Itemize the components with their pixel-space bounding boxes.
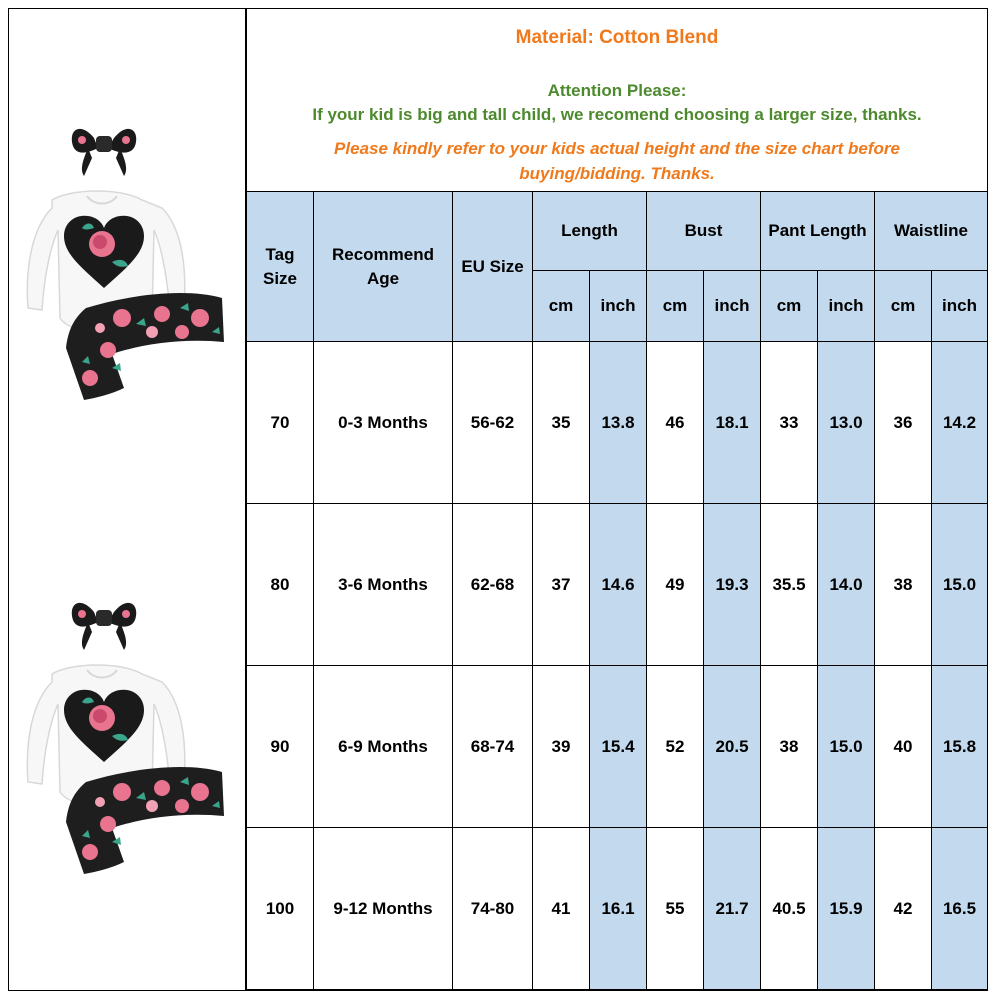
cell-waist-inch: 15.0 [932, 504, 988, 666]
cell-pant-cm: 33 [761, 342, 818, 504]
cell-age: 9-12 Months [314, 828, 453, 990]
cell-waist-inch: 14.2 [932, 342, 988, 504]
cell-tag: 70 [247, 342, 314, 504]
cell-bust-inch: 18.1 [704, 342, 761, 504]
cell-length-inch: 14.6 [590, 504, 647, 666]
cell-bust-cm: 46 [647, 342, 704, 504]
cell-bust-cm: 52 [647, 666, 704, 828]
cell-bust-cm: 49 [647, 504, 704, 666]
cell-pant-inch: 14.0 [818, 504, 875, 666]
cell-eu: 68-74 [453, 666, 533, 828]
cell-pant-inch: 15.9 [818, 828, 875, 990]
cell-eu: 56-62 [453, 342, 533, 504]
th-bust-inch: inch [704, 271, 761, 342]
baby-outfit-photo-top [12, 118, 242, 408]
material-text: Material: Cotton Blend [515, 27, 719, 48]
baby-outfit-photo-bottom [12, 592, 242, 882]
th-length: Length [533, 192, 647, 271]
cell-waist-cm: 36 [875, 342, 932, 504]
cell-length-inch: 16.1 [590, 828, 647, 990]
cell-length-inch: 15.4 [590, 666, 647, 828]
cell-waist-inch: 15.8 [932, 666, 988, 828]
attention-title: Attention Please: [547, 81, 687, 100]
th-length-cm: cm [533, 271, 590, 342]
cell-bust-inch: 19.3 [704, 504, 761, 666]
cell-age: 3-6 Months [314, 504, 453, 666]
cell-eu: 62-68 [453, 504, 533, 666]
th-bust: Bust [647, 192, 761, 271]
size-chart-table [246, 191, 988, 990]
cell-length-cm: 41 [533, 828, 590, 990]
cell-length-cm: 37 [533, 504, 590, 666]
table-row [247, 504, 988, 666]
cell-bust-inch: 20.5 [704, 666, 761, 828]
cell-pant-inch: 13.0 [818, 342, 875, 504]
cell-length-cm: 35 [533, 342, 590, 504]
th-eu-size: EU Size [453, 192, 533, 342]
cell-eu: 74-80 [453, 828, 533, 990]
cell-pant-cm: 38 [761, 666, 818, 828]
cell-age: 0-3 Months [314, 342, 453, 504]
cell-pant-inch: 15.0 [818, 666, 875, 828]
info-header [247, 9, 987, 191]
cell-tag: 80 [247, 504, 314, 666]
table-row [247, 666, 988, 828]
th-pant-cm: cm [761, 271, 818, 342]
th-tag-size: Tag Size [247, 192, 314, 342]
cell-pant-cm: 40.5 [761, 828, 818, 990]
th-recommend-age: Recommend Age [314, 192, 453, 342]
table-row [247, 342, 988, 504]
cell-waist-cm: 38 [875, 504, 932, 666]
cell-length-cm: 39 [533, 666, 590, 828]
cell-tag: 100 [247, 828, 314, 990]
cell-waist-cm: 40 [875, 666, 932, 828]
th-pant-inch: inch [818, 271, 875, 342]
cell-pant-cm: 35.5 [761, 504, 818, 666]
th-waist-cm: cm [875, 271, 932, 342]
cell-bust-cm: 55 [647, 828, 704, 990]
th-length-inch: inch [590, 271, 647, 342]
table-row [247, 828, 988, 990]
cell-age: 6-9 Months [314, 666, 453, 828]
th-bust-cm: cm [647, 271, 704, 342]
th-waist-inch: inch [932, 271, 988, 342]
th-waistline: Waistline [875, 192, 988, 271]
cell-length-inch: 13.8 [590, 342, 647, 504]
cell-waist-cm: 42 [875, 828, 932, 990]
cell-bust-inch: 21.7 [704, 828, 761, 990]
size-note: Please kindly refer to your kids actual height and the size chart before buying/bidding. Thanks. [334, 139, 900, 183]
th-pant-length: Pant Length [761, 192, 875, 271]
header-row-1 [247, 192, 988, 271]
cell-waist-inch: 16.5 [932, 828, 988, 990]
cell-tag: 90 [247, 666, 314, 828]
attention-text: If your kid is big and tall child, we recomend choosing a larger size, thanks. [312, 105, 922, 124]
